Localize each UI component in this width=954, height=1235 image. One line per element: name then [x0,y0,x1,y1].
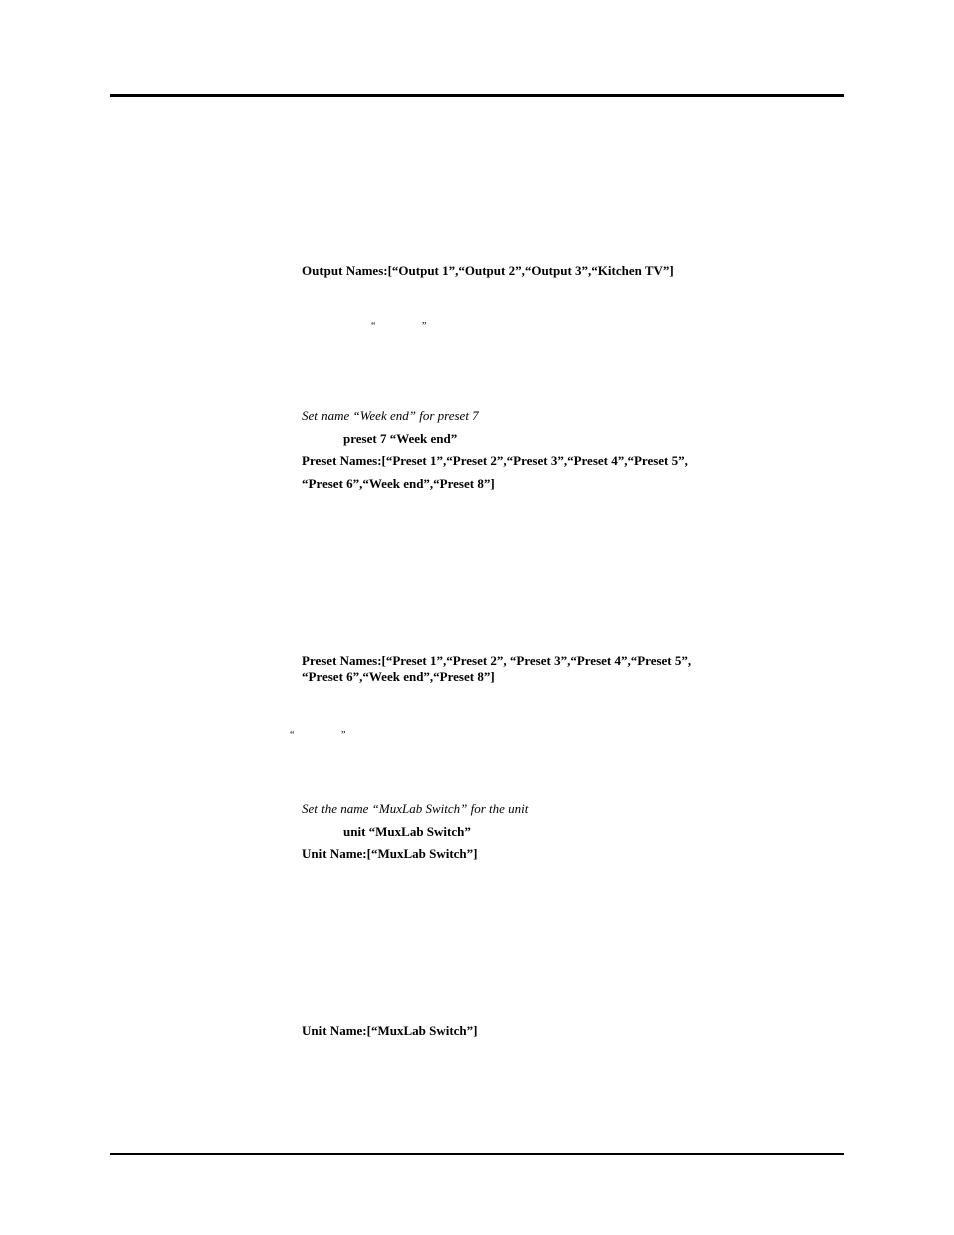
output-quote-close: ” [422,321,427,332]
preset-quote-close: ” [341,730,346,741]
header-rule [110,94,844,97]
preset-names-response-line-2: “Preset 6”,“Week end”,“Preset 8”] [302,476,495,491]
unit-name-get-response: Unit Name:[“MuxLab Switch”] [302,1023,478,1038]
output-names-response: Output Names:[“Output 1”,“Output 2”,“Output 3”,“Kitchen TV”] [302,263,674,278]
output-quote-open: “ [371,321,376,332]
unit-command: unit “MuxLab Switch” [343,824,471,839]
preset-example-caption: Set name “Week end” for preset 7 [302,408,479,423]
preset-command: preset 7 “Week end” [343,431,458,446]
unit-example-caption: Set the name “MuxLab Switch” for the unit [302,801,529,816]
preset-names-get-response-line-2: “Preset 6”,“Week end”,“Preset 8”] [302,669,495,684]
preset-names-response-line-1: Preset Names:[“Preset 1”,“Preset 2”,“Preset 3”,“Preset 4”,“Preset 5”, [302,453,688,468]
unit-name-response: Unit Name:[“MuxLab Switch”] [302,846,478,861]
preset-quote-open: “ [290,730,295,741]
footer-rule [110,1153,844,1155]
preset-names-get-response-line-1: Preset Names:[“Preset 1”,“Preset 2”, “Preset 3”,“Preset 4”,“Preset 5”, [302,653,692,668]
